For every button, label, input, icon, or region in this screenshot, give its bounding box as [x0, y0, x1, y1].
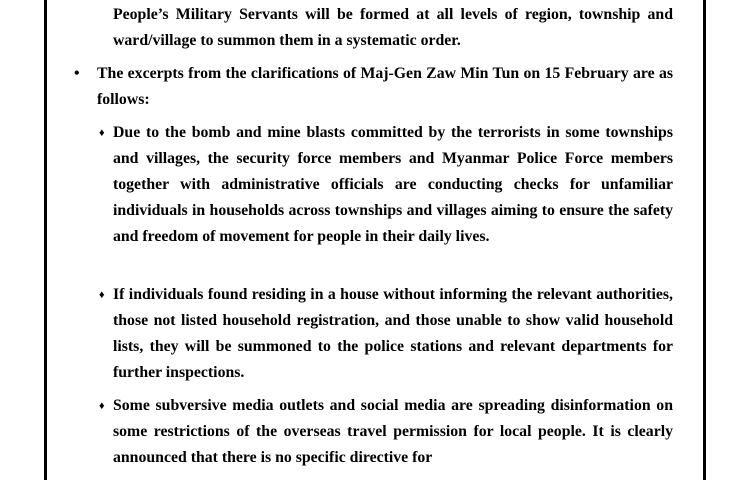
sub-item-security-checks: Due to the bomb and mine blasts committed by the terrorists in some townships and villages, the security force members and Myanmar Police Force members together with administrative officials are conducting checks for unfamiliar individuals in households across townships and villages aiming to ensure the safety and freedom of movement for people in their daily lives. — [113, 124, 673, 245]
sub-item-disinformation: Some subversive media outlets and social media are spreading disinformation on some restrictions of the overseas travel permission for local people. It is clearly announced that there is no specific directive for — [113, 397, 673, 466]
diamond-bullet-icon: ♦ — [99, 289, 105, 301]
excerpts-intro-paragraph: The excerpts from the clarifications of Maj-Gen Zaw Min Tun on 15 February are as follows: — [97, 65, 673, 108]
diamond-bullet-icon: ♦ — [99, 127, 105, 139]
bullet-dot-icon: • — [74, 65, 80, 82]
continuation-paragraph: People’s Military Servants will be formed at all levels of region, township and ward/village to summon them in a systematic order. — [113, 6, 673, 49]
sub-item-residence-inspection: If individuals found residing in a house without informing the relevant authorities, those not listed household registration, and those unable to show valid household lists, they will be summoned to the police stations and relevant departments for further inspections. — [113, 286, 673, 381]
diamond-bullet-icon: ♦ — [99, 400, 105, 412]
